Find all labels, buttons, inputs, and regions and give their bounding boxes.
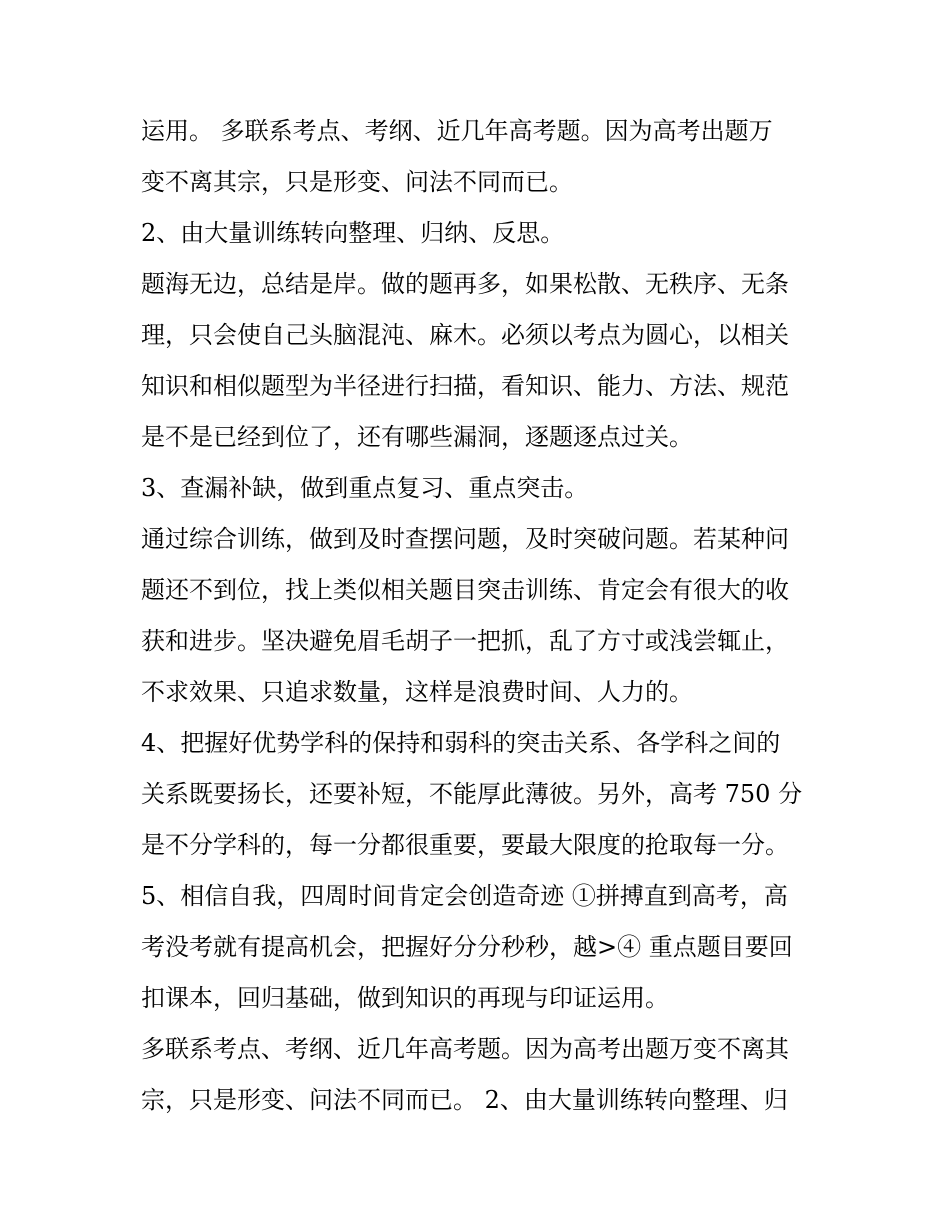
text-line: 运用。 多联系考点、考纲、近几年高考题。因为高考出题万 [141, 117, 773, 145]
text-line: 考没考就有提高机会，把握好分分秒秒，越>④ 重点题目要回 [141, 933, 793, 961]
section-heading: 5、相信自我，四周时间肯定会创造奇迹 ①拼搏直到高考，高 [141, 882, 788, 910]
text-line: 多联系考点、考纲、近几年高考题。因为高考出题万变不离其 [141, 1035, 789, 1063]
text-line: 变不离其宗，只是形变、问法不同而已。 [141, 168, 573, 196]
text-line: 扣课本，回归基础，做到知识的再现与印证运用。 [141, 984, 669, 1012]
text-line: 知识和相似题型为半径进行扫描，看知识、能力、方法、规范 [141, 372, 789, 400]
section-heading: 3、查漏补缺，做到重点复习、重点突击。 [141, 474, 589, 502]
text-line: 关系既要扬长，还要补短，不能厚此薄彼。另外，高考 750 分 [141, 780, 803, 808]
document-body [141, 106, 821, 1126]
text-line: 是不分学科的，每一分都很重要，要最大限度的抢取每一分。 [141, 831, 789, 859]
text-line: 题还不到位，找上类似相关题目突击训练、肯定会有很大的收 [141, 576, 789, 604]
text-line: 不求效果、只追求数量，这样是浪费时间、人力的。 [141, 678, 693, 706]
text-line: 宗，只是形变、问法不同而已。 2、由大量训练转向整理、归 [141, 1086, 788, 1114]
section-heading: 4、把握好优势学科的保持和弱科的突击关系、各学科之间的 [141, 729, 781, 757]
text-line: 是不是已经到位了，还有哪些漏洞，逐题逐点过关。 [141, 423, 693, 451]
section-heading: 2、由大量训练转向整理、归纳、反思。 [141, 219, 565, 247]
text-line: 理，只会使自己头脑混沌、麻木。必须以考点为圆心，以相关 [141, 321, 789, 349]
text-line: 题海无边，总结是岸。做的题再多，如果松散、无秩序、无条 [141, 270, 789, 298]
text-line: 获和进步。坚决避免眉毛胡子一把抓，乱了方寸或浅尝辄止， [141, 627, 789, 655]
text-line: 通过综合训练，做到及时查摆问题，及时突破问题。若某种问 [141, 525, 789, 553]
